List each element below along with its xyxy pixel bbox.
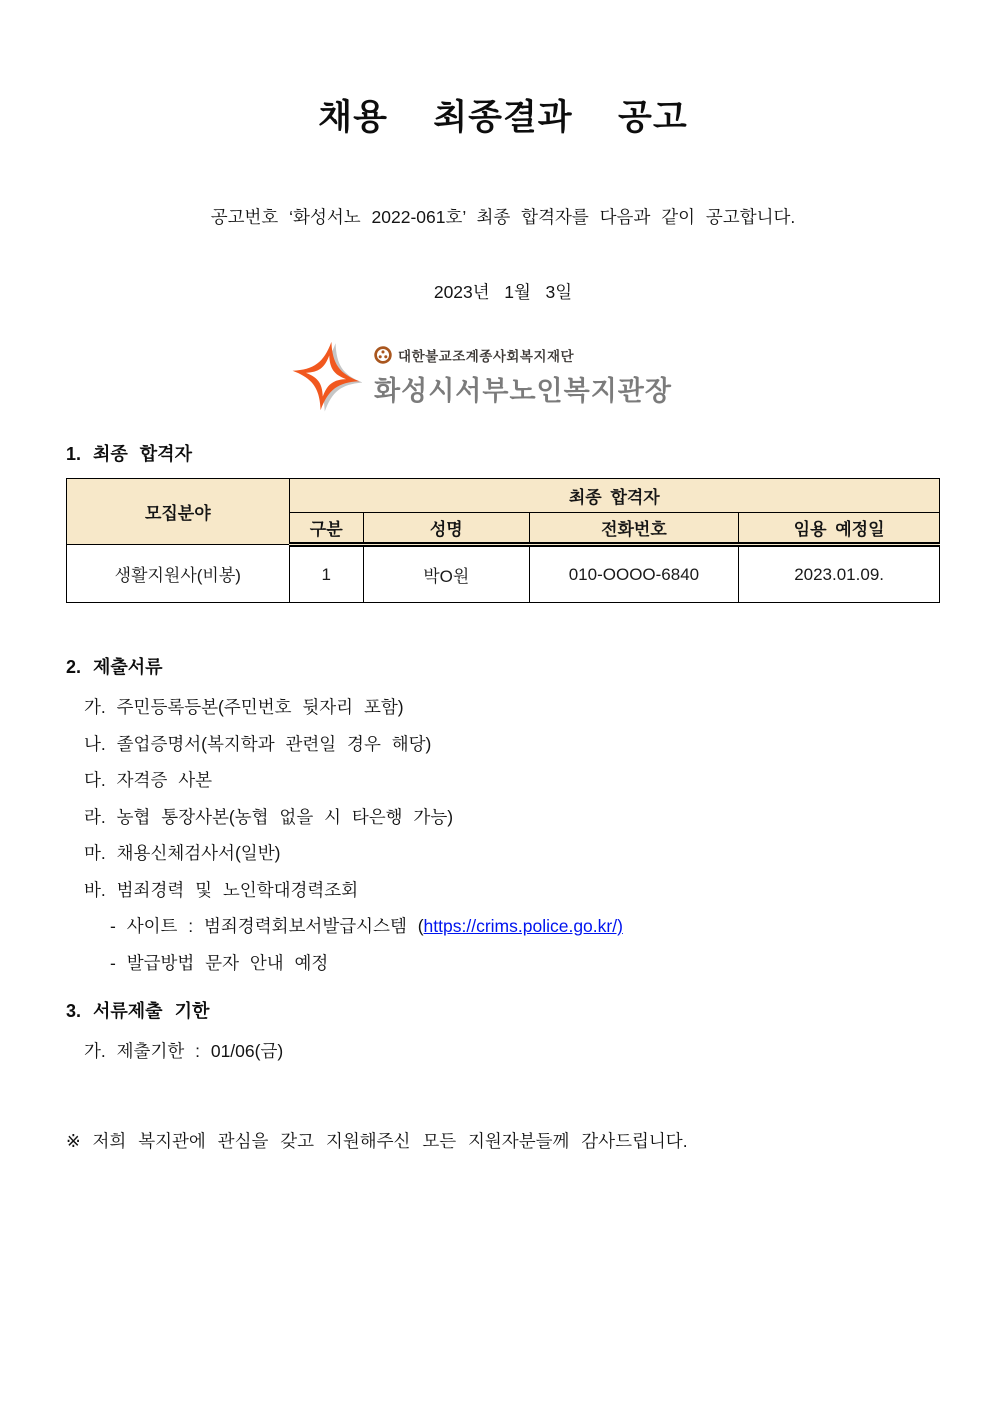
organization-logo xyxy=(44,336,918,416)
col-header-phone: 전화번호 xyxy=(529,513,739,545)
crims-police-link[interactable]: https://crims.police.go.kr/) xyxy=(423,916,623,936)
site-sub-item xyxy=(66,908,940,945)
list-item: 다. 자격증 사본 xyxy=(84,770,213,790)
documents-list xyxy=(66,689,940,981)
method-sub-item: - 발급방법 문자 안내 예정 xyxy=(110,952,329,973)
cell-start-date: 2023.01.09. xyxy=(739,545,940,603)
jogye-emblem-icon xyxy=(374,346,392,364)
deadline-list xyxy=(66,1033,940,1070)
list-item: 가. 주민등록등본(주민번호 뒷자리 포함) xyxy=(84,697,404,717)
list-item: 바. 범죄경력 및 노인학대경력조회 xyxy=(84,879,359,900)
table-row xyxy=(67,545,940,603)
col-header-no: 구분 xyxy=(289,513,363,545)
announcement-subtitle: 공고번호 ‘화성서노 2022-061호’ 최종 합격자를 다음과 같이 공고합니다. xyxy=(210,207,796,227)
announcement-date: 2023년 1월 3일 xyxy=(433,282,573,302)
col-header-start-date: 임용 예정일 xyxy=(739,513,940,545)
cell-field: 생활지원사(비봉) xyxy=(67,545,290,603)
organization-name: 화성시서부노인복지관장 xyxy=(374,375,672,406)
cell-phone: 010-OOOO-6840 xyxy=(529,545,739,603)
list-item: 마. 채용신체검사서(일반) xyxy=(84,843,281,863)
site-sub-item-prefix: - 사이트 : 범죄경력회보서발급시스템 ( xyxy=(110,916,424,936)
col-header-name: 성명 xyxy=(363,513,529,545)
four-point-star-icon xyxy=(290,338,362,414)
col-group-header-final-winner: 최종 합격자 xyxy=(289,479,939,513)
col-header-field: 모집분야 xyxy=(67,479,290,545)
list-item: 가. 제출기한 : 01/06(금) xyxy=(84,1041,284,1061)
foundation-line xyxy=(374,345,672,365)
list-item: 라. 농협 통장사본(농협 없을 시 타은행 가능) xyxy=(84,806,454,827)
foundation-name: 대한불교조계종사회복지재단 xyxy=(398,348,575,364)
logo-text-block xyxy=(374,345,672,408)
section-heading-winners: 1. 최종 합격자 xyxy=(66,444,192,464)
cell-name: 박O원 xyxy=(363,545,529,603)
winners-table xyxy=(66,478,940,603)
section-heading-documents: 2. 제출서류 xyxy=(66,657,163,677)
list-item: 나. 졸업증명서(복지학과 관련일 경우 해당) xyxy=(84,733,432,754)
section-heading-deadline: 3. 서류제출 기한 xyxy=(66,1001,210,1021)
footer-thanks-note: ※ 저희 복지관에 관심을 갖고 지원해주신 모든 지원자분들께 감사드립니다. xyxy=(66,1130,688,1151)
page-title: 채용 최종결과 공고 xyxy=(318,98,688,137)
cell-no: 1 xyxy=(289,545,363,603)
